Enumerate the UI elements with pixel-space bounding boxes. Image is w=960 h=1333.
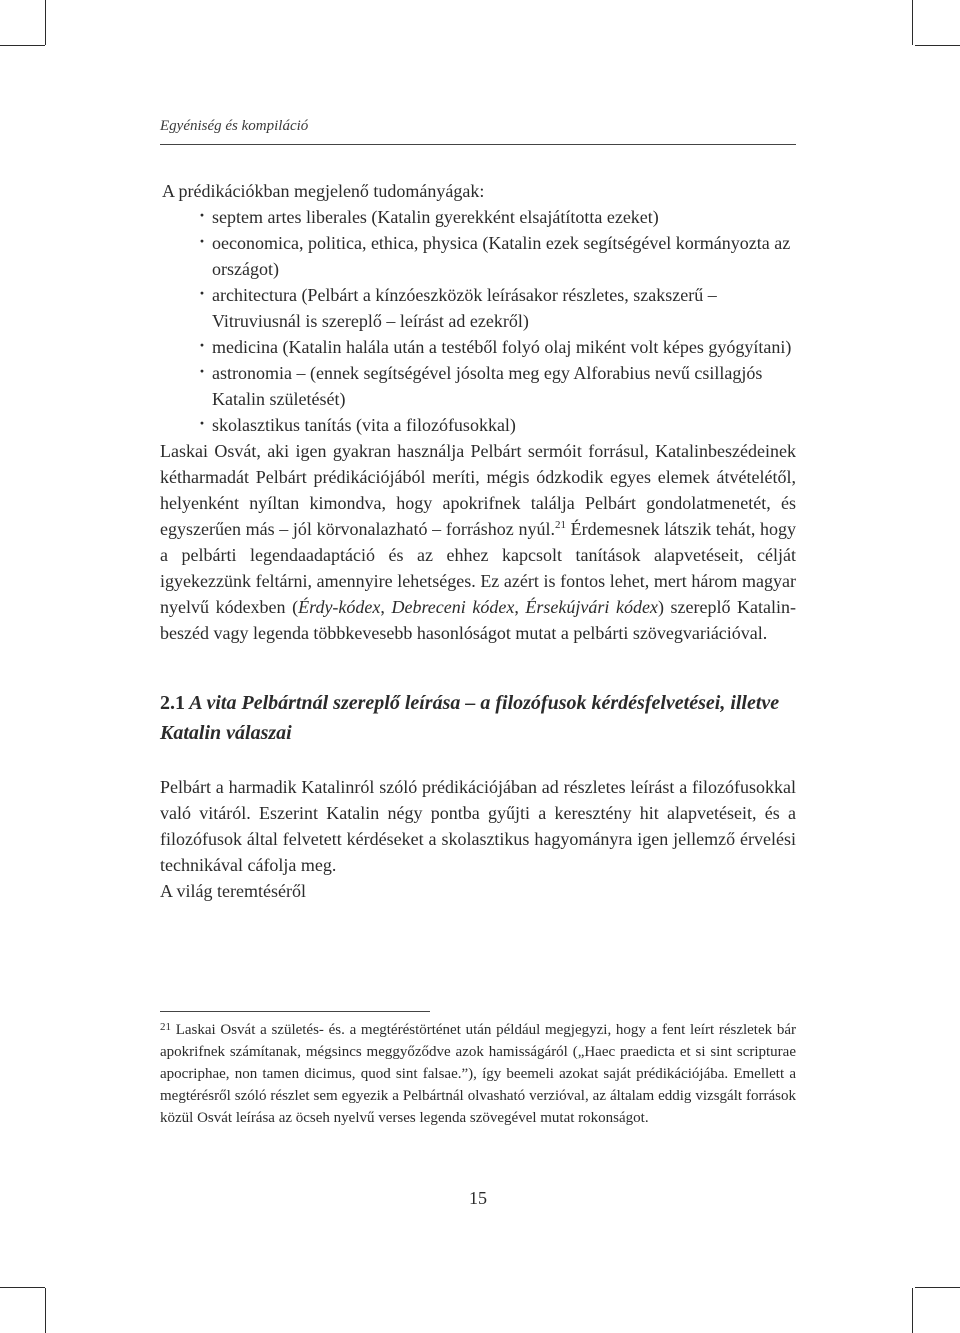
footnote-reference[interactable]: 21 <box>554 519 566 531</box>
main-text <box>160 178 796 904</box>
paragraph-laskai <box>160 438 796 646</box>
list-item: · medicina (Katalin halála után a testéből folyó olaj miként volt képes gyógyítani) <box>212 334 796 360</box>
section-heading <box>160 688 796 748</box>
crop-mark-bottom-left-h <box>0 1287 45 1288</box>
codex-name: Érdy-kódex <box>298 597 381 617</box>
crop-mark-top-right-h <box>915 45 960 46</box>
paragraph-text: Érdemesnek látszik tehát, hogy a pelbárti legendaadaptáció és az ehhez kapcsolt tanítások alapvetéseit, célját igyekezzünk feltárni, amennyire lehetséges. Ez azért is fontos lehet, mert három magyar nyelvű kódexben ( <box>160 519 796 617</box>
list-item: · skolasztikus tanítás (vita a filozófusokkal) <box>212 412 796 438</box>
codex-name: Érsekújvári kódex <box>525 597 658 617</box>
crop-mark-top-left-h <box>0 45 45 46</box>
paragraph-pelbart: Pelbárt a harmadik Katalinról szóló prédikációjában ad részletes leírást a filozófusokkal való vitáról. Eszerint Katalin négy pontba gyűjti a keresztény hit alapvetéseit, és a filozófusok által felvetett kérdéseket a skolasztikus hagyományra igen jellemző érvelési technikával cáfolja meg. <box>160 777 796 875</box>
footnote-rule <box>160 1011 430 1012</box>
list-item: · astronomia – (ennek segítségével jósolta meg egy Alforabius nevű csillagjós Katalin születését) <box>212 360 796 412</box>
separator: , <box>514 597 526 617</box>
running-head-rule <box>160 144 796 145</box>
list-item: · oeconomica, politica, ethica, physica (Katalin ezek segítségével kormányozta az országot) <box>212 230 796 282</box>
running-head: Egyéniség és kompiláció <box>160 118 309 134</box>
section-number: 2.1 <box>160 692 185 714</box>
footnote-text: Laskai Osvát a születés- és. a megtéréstörténet után például megjegyzi, hogy a fent leírt részletek bár apokrifnek számítanak, mégsincs meggyőződve azok hamisságáról („Haec praedicta et si sint scripturae apocriphae, non tamen dicimus, quod sint falsae.”), így beemeli azokat saját prédikációjába. Emellett a megtérésről szóló részlet sem egyezik a Pelbártnál olvasható verzióval, az általam eddig vizsgált források közül Osvát leírása az öcseh nyelvű verses legenda szövegével mutat rokonságot. <box>160 1022 796 1126</box>
paragraph-creation: A világ teremtéséről <box>160 881 306 901</box>
crop-mark-bottom-left <box>45 1288 46 1333</box>
paragraph-text: ) szereplő Katalin-beszéd vagy legenda többkevesebb hasonlóságot mutat a pelbárti szövegvariációval. <box>160 597 797 643</box>
page-number: 15 <box>469 1188 487 1208</box>
list-intro: A prédikációkban megjelenő tudományágak: <box>162 181 485 201</box>
list-item: · septem artes liberales (Katalin gyerekként elsajátította ezeket) <box>212 204 796 230</box>
crop-mark-top-left <box>45 0 46 45</box>
footnote <box>160 1019 796 1129</box>
separator: , <box>380 597 392 617</box>
crop-mark-top-right <box>912 0 913 45</box>
section-title: A vita Pelbártnál szereplő leírása – a filozófusok kérdésfelvetései, illetve Katalin válaszai <box>160 692 780 744</box>
codex-name: Debreceni kódex <box>391 597 515 617</box>
crop-mark-bottom-right <box>912 1288 913 1333</box>
crop-mark-bottom-right-h <box>915 1287 960 1288</box>
list-item: · architectura (Pelbárt a kínzóeszközök leírásakor részletes, szakszerű – Vitruviusnál is szereplő – leírást ad ezekről) <box>212 282 796 334</box>
footnote-number: 21 <box>160 1021 171 1033</box>
discipline-list <box>160 204 796 438</box>
paragraph-text: Laskai Osvát, aki igen gyakran használja Pelbárt sermóit forrásul, Katalinbeszédeinek kétharmadát Pelbárt prédikációjából meríti, mégis ódzkodik egyes elemek átvételétől, helyenként nyíltan kimondva, hogy apokrifnek találja Pelbárt gondolatmenetét, és egyszerűen más – jól körvonalazható – forráshoz nyúl. <box>160 441 796 539</box>
